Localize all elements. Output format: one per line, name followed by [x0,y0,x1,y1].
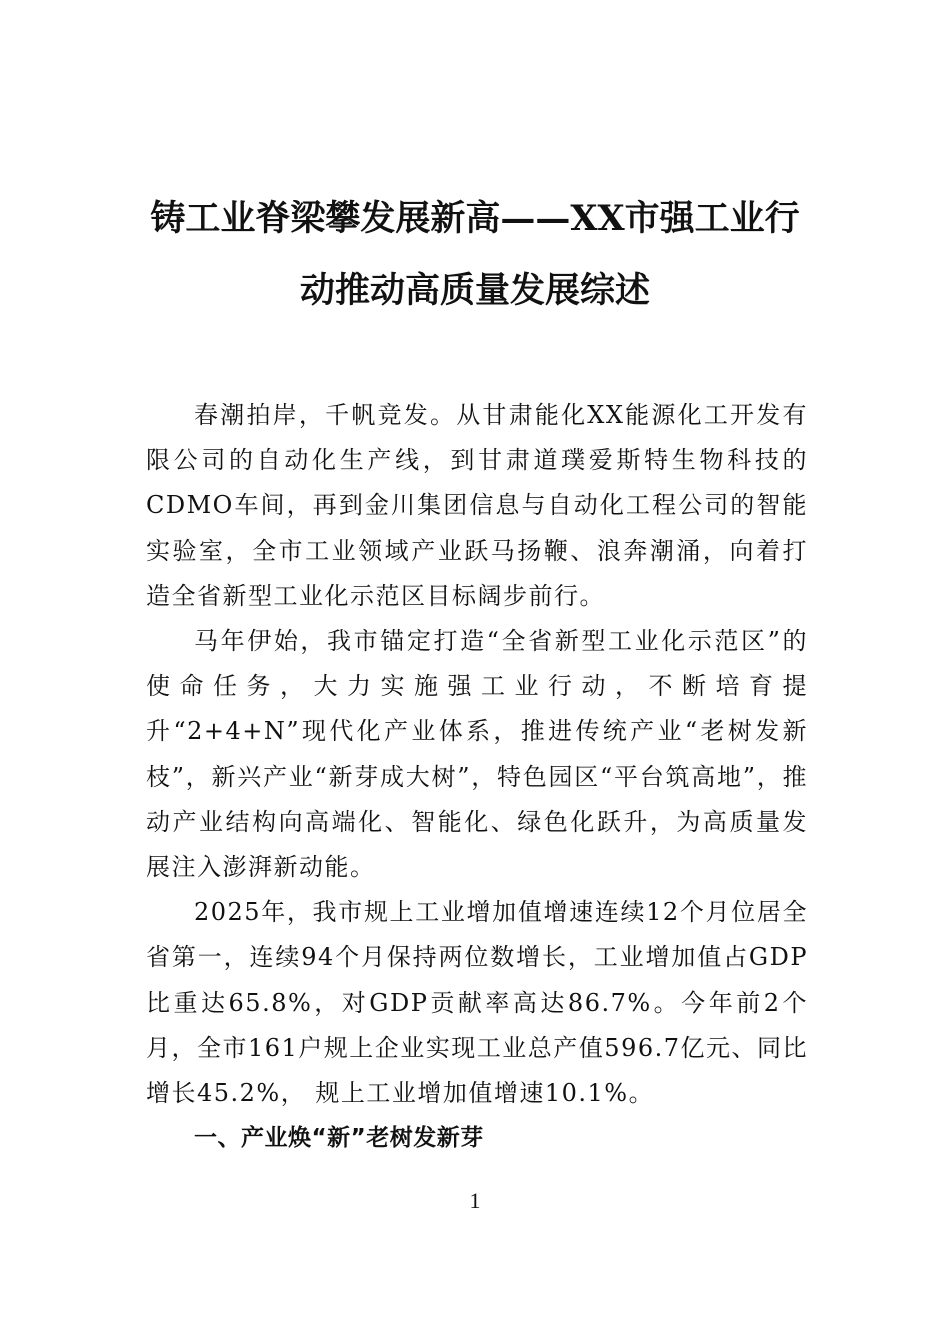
paragraph-2: 马年伊始，我市锚定打造“全省新型工业化示范区”的使命任务，大力实施强工业行动，不断培育提升“2+4+N”现代化产业体系，推进传统产业“老树发新枝”，新兴产业“新芽成大树”，特色园区“平台筑高地”，推动产业结构向高端化、智能化、绿色化跃升，为高质量发展注入澎湃新动能。 [146,627,808,882]
document-title [110,183,840,327]
section-heading: 一、产业焕“新”老树发新芽 [194,1125,484,1152]
title-line-2: 动推动高质量发展综述 [299,270,650,311]
document-body [146,393,808,1161]
page-number: 1 [469,1188,481,1213]
paragraph-1: 春潮拍岸，千帆竞发。从甘肃能化XX能源化工开发有限公司的自动化生产线，到甘肃道璞爱斯特生物科技的CDMO车间，再到金川集团信息与自动化工程公司的智能实验室，全市工业领域产业跃马扬鞭、浪奔潮涌，向着打造全省新型工业化示范区目标阔步前行。 [146,401,808,610]
paragraph-3: 2025年，我市规上工业增加值增速连续12个月位居全省第一，连续94个月保持两位数增长，工业增加值占GDP比重达65.8%，对GDP贡献率高达86.7%。今年前2个月，全市161户规上企业实现工业总产值596.7亿元、同比增长45.2%， 规上工业增加值增速10.1%。 [146,898,809,1108]
title-line-1: 铸工业脊梁攀发展新高——XX市强工业行 [150,198,800,239]
